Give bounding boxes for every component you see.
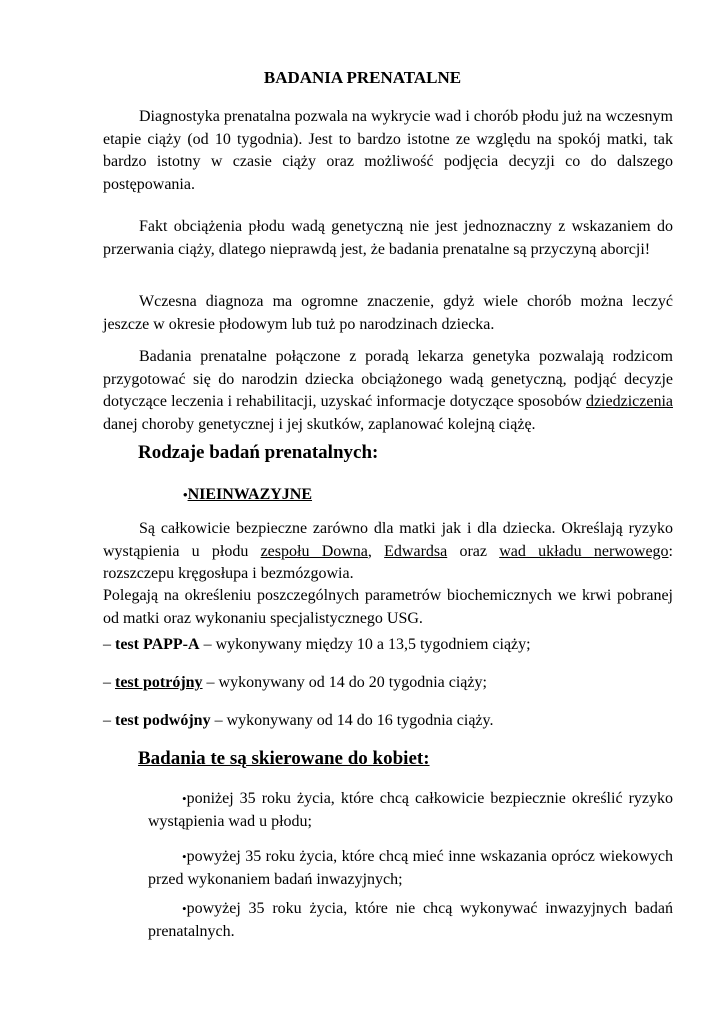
list-item-text: powyżej 35 roku życia, które chcą mieć inne wskazania oprócz wiekowych przed wykonaniem badań inwazyjnych; xyxy=(148,848,673,888)
paragraph-4-text-end: danej choroby genetycznej i jej skutków, zaplanować kolejną ciążę. xyxy=(103,415,536,433)
list-item xyxy=(148,788,673,833)
paragraph-4-text: Badania prenatalne połączone z poradą lekarza genetyka pozwalają rodzicom przygotować się do narodzin dziecka obciążonego wadą genetyczną, podjąć decyzje dotyczące leczenia i rehabilitacji, uzyskać informacje dotyczące sposobów xyxy=(103,348,673,410)
test-desc: – wykonywany między 10 a 13,5 tygodniem ciąży; xyxy=(199,636,531,653)
bullet-icon: • xyxy=(183,487,188,502)
list-item xyxy=(148,898,673,943)
test-desc: – wykonywany od 14 do 20 tygodnia ciąży; xyxy=(202,674,487,691)
heredity-link[interactable]: dziedziczenia xyxy=(585,393,673,410)
test-item xyxy=(103,674,487,692)
desc-text: Są całkowicie bezpieczne zarówno dla matki jak i dla dziecka. Określają ryzyko wystąpienia u płodu xyxy=(103,520,673,560)
list-item xyxy=(148,846,673,891)
dash: – xyxy=(103,674,115,691)
dash: – xyxy=(103,712,115,729)
list-item-text: powyżej 35 roku życia, które nie chcą wykonywać inwazyjnych badań prenatalnych. xyxy=(148,900,673,940)
desc-sep: oraz xyxy=(447,542,500,560)
edwards-link[interactable]: Edwardsa xyxy=(384,542,448,560)
section-heading-types: Rodzaje badań prenatalnych: xyxy=(138,442,379,463)
desc-text: : rozszczepu kręgosłupa i bezmózgowia. xyxy=(103,542,673,582)
test-desc: – wykonywany od 14 do 16 tygodnia ciąży. xyxy=(210,712,494,729)
section-heading-target: Badania te są skierowane do kobiet: xyxy=(138,748,430,769)
dash: – xyxy=(103,636,115,653)
bullet-icon: • xyxy=(182,791,187,806)
test-name: test PAPP-A xyxy=(115,636,200,653)
paragraph-2: Fakt obciążenia płodu wadą genetyczną nie jest jednoznaczny z wskazaniem do przerwania ciąży, dlatego nieprawdą jest, że badania prenatalne są przyczyną aborcji! xyxy=(103,218,673,258)
test-name-link[interactable]: test potrójny xyxy=(115,674,203,691)
test-item xyxy=(103,712,493,730)
paragraph-3: Wczesna diagnoza ma ogromne znaczenie, gdyż wiele chorób można leczyć jeszcze w okresie płodowym lub tuż po narodzinach dziecka. xyxy=(103,293,673,333)
nervous-system-link[interactable]: wad układu nerwowego xyxy=(499,542,669,560)
desc-sep: , xyxy=(367,542,385,560)
test-name: test podwójny xyxy=(115,712,211,729)
test-item xyxy=(103,636,531,654)
bullet-icon: • xyxy=(182,849,187,864)
noninvasive-description-2: Polegają na określeniu poszczególnych parametrów biochemicznych we krwi pobranej od matki oraz wykonaniu specjalistycznego USG. xyxy=(103,587,673,627)
noninvasive-description xyxy=(103,518,673,586)
down-syndrome-link[interactable]: zespołu Downa xyxy=(260,542,368,560)
list-item-text: poniżej 35 roku życia, które chcą całkowicie bezpiecznie określić ryzyko wystąpienia wad u płodu; xyxy=(148,790,673,830)
page-title: BADANIA PRENATALNE xyxy=(263,68,462,87)
paragraph-4 xyxy=(103,346,673,436)
bullet-noninvasive xyxy=(183,486,312,504)
paragraph-1: Diagnostyka prenatalna pozwala na wykrycie wad i chorób płodu już na wczesnym etapie ciąży (od 10 tygodnia). Jest to bardzo istotne ze względu na spokój matki, tak bardzo istotny w czasie ciąży oraz możliwość podjęcia decyzji co do dalszego postępowania. xyxy=(103,108,673,193)
noninvasive-label: NIEINWAZYJNE xyxy=(187,486,313,503)
bullet-icon: • xyxy=(182,901,187,916)
